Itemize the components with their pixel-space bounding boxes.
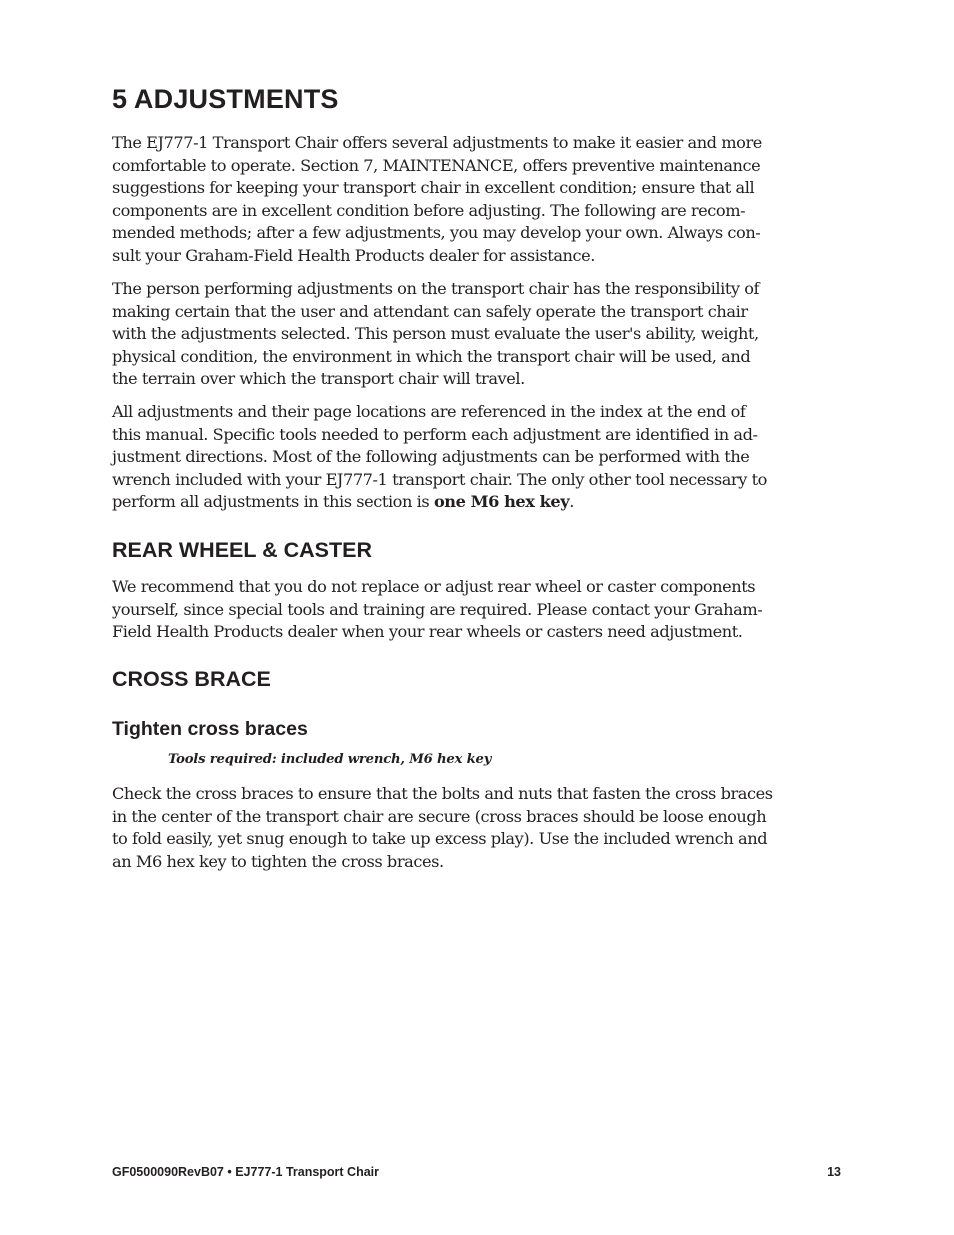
text-line: Check the cross braces to ensure that the bolts and nuts that fasten the cross braces <box>112 784 773 803</box>
text-line: justment directions. Most of the following adjustments can be performed with the <box>112 447 750 467</box>
text-line: to fold easily, yet snug enough to take up excess play). Use the included wrench and <box>112 829 768 849</box>
text-line: the terrain over which the transport chair will travel. <box>112 369 525 389</box>
rear-wheel-heading: REAR WHEEL & CASTER <box>112 538 373 562</box>
text-line: sult your Graham-Field Health Products dealer for assistance. <box>112 245 595 265</box>
text-line: in the center of the transport chair are secure (cross braces should be loose enough <box>112 806 767 826</box>
text-line: All adjustments and their page locations are referenced in the index at the end of <box>112 402 746 421</box>
rear-wheel-paragraph <box>112 576 838 644</box>
tool-emphasis: one M6 hex key <box>433 492 570 512</box>
text-line: making certain that the user and attendant can safely operate the transport chair <box>112 301 748 321</box>
cross-brace-heading: CROSS BRACE <box>112 667 271 691</box>
section-title: 5 ADJUSTMENTS <box>112 84 339 114</box>
tighten-cross-braces-subheading: Tighten cross braces <box>112 718 308 740</box>
footer-document-id: GF0500090RevB07 • EJ777-1 Transport Chair <box>112 1165 380 1179</box>
text-line: components are in excellent condition before adjusting. The following are recom- <box>112 200 746 220</box>
text-line: The EJ777-1 Transport Chair offers several adjustments to make it easier and more <box>112 133 762 152</box>
text-line: Field Health Products dealer when your rear wheels or casters need adjustment. <box>112 622 743 642</box>
text-line <box>112 491 838 514</box>
text-line: suggestions for keeping your transport chair in excellent condition; ensure that all <box>112 178 755 198</box>
text-line: an M6 hex key to tighten the cross braces. <box>112 851 444 871</box>
intro-paragraph-3 <box>112 401 838 514</box>
text-line: wrench included with your EJ777-1 transport chair. The only other tool necessary to <box>112 469 767 489</box>
footer-page-number: 13 <box>827 1165 841 1179</box>
text-line: with the adjustments selected. This person must evaluate the user's ability, weight, <box>112 324 759 344</box>
text-line: physical condition, the environment in which the transport chair will be used, and <box>112 346 751 366</box>
text-line: mended methods; after a few adjustments, you may develop your own. Always con- <box>112 223 761 243</box>
cross-brace-paragraph <box>112 783 838 873</box>
text-line: yourself, since special tools and training are required. Please contact your Graham- <box>112 599 763 619</box>
text-line: We recommend that you do not replace or adjust rear wheel or caster components <box>112 577 756 596</box>
intro-paragraph-2 <box>112 278 838 391</box>
text-line: this manual. Specific tools needed to perform each adjustment are identified in ad- <box>112 424 758 444</box>
intro-paragraph-1 <box>112 132 838 268</box>
tools-required-note: Tools required: included wrench, M6 hex key <box>168 752 492 767</box>
text-line: The person performing adjustments on the transport chair has the responsibility of <box>112 279 760 298</box>
text-run: perform all adjustments in this section is <box>112 492 434 512</box>
text-run: . <box>569 492 574 512</box>
text-line: comfortable to operate. Section 7, MAINTENANCE, offers preventive maintenance <box>112 155 761 175</box>
